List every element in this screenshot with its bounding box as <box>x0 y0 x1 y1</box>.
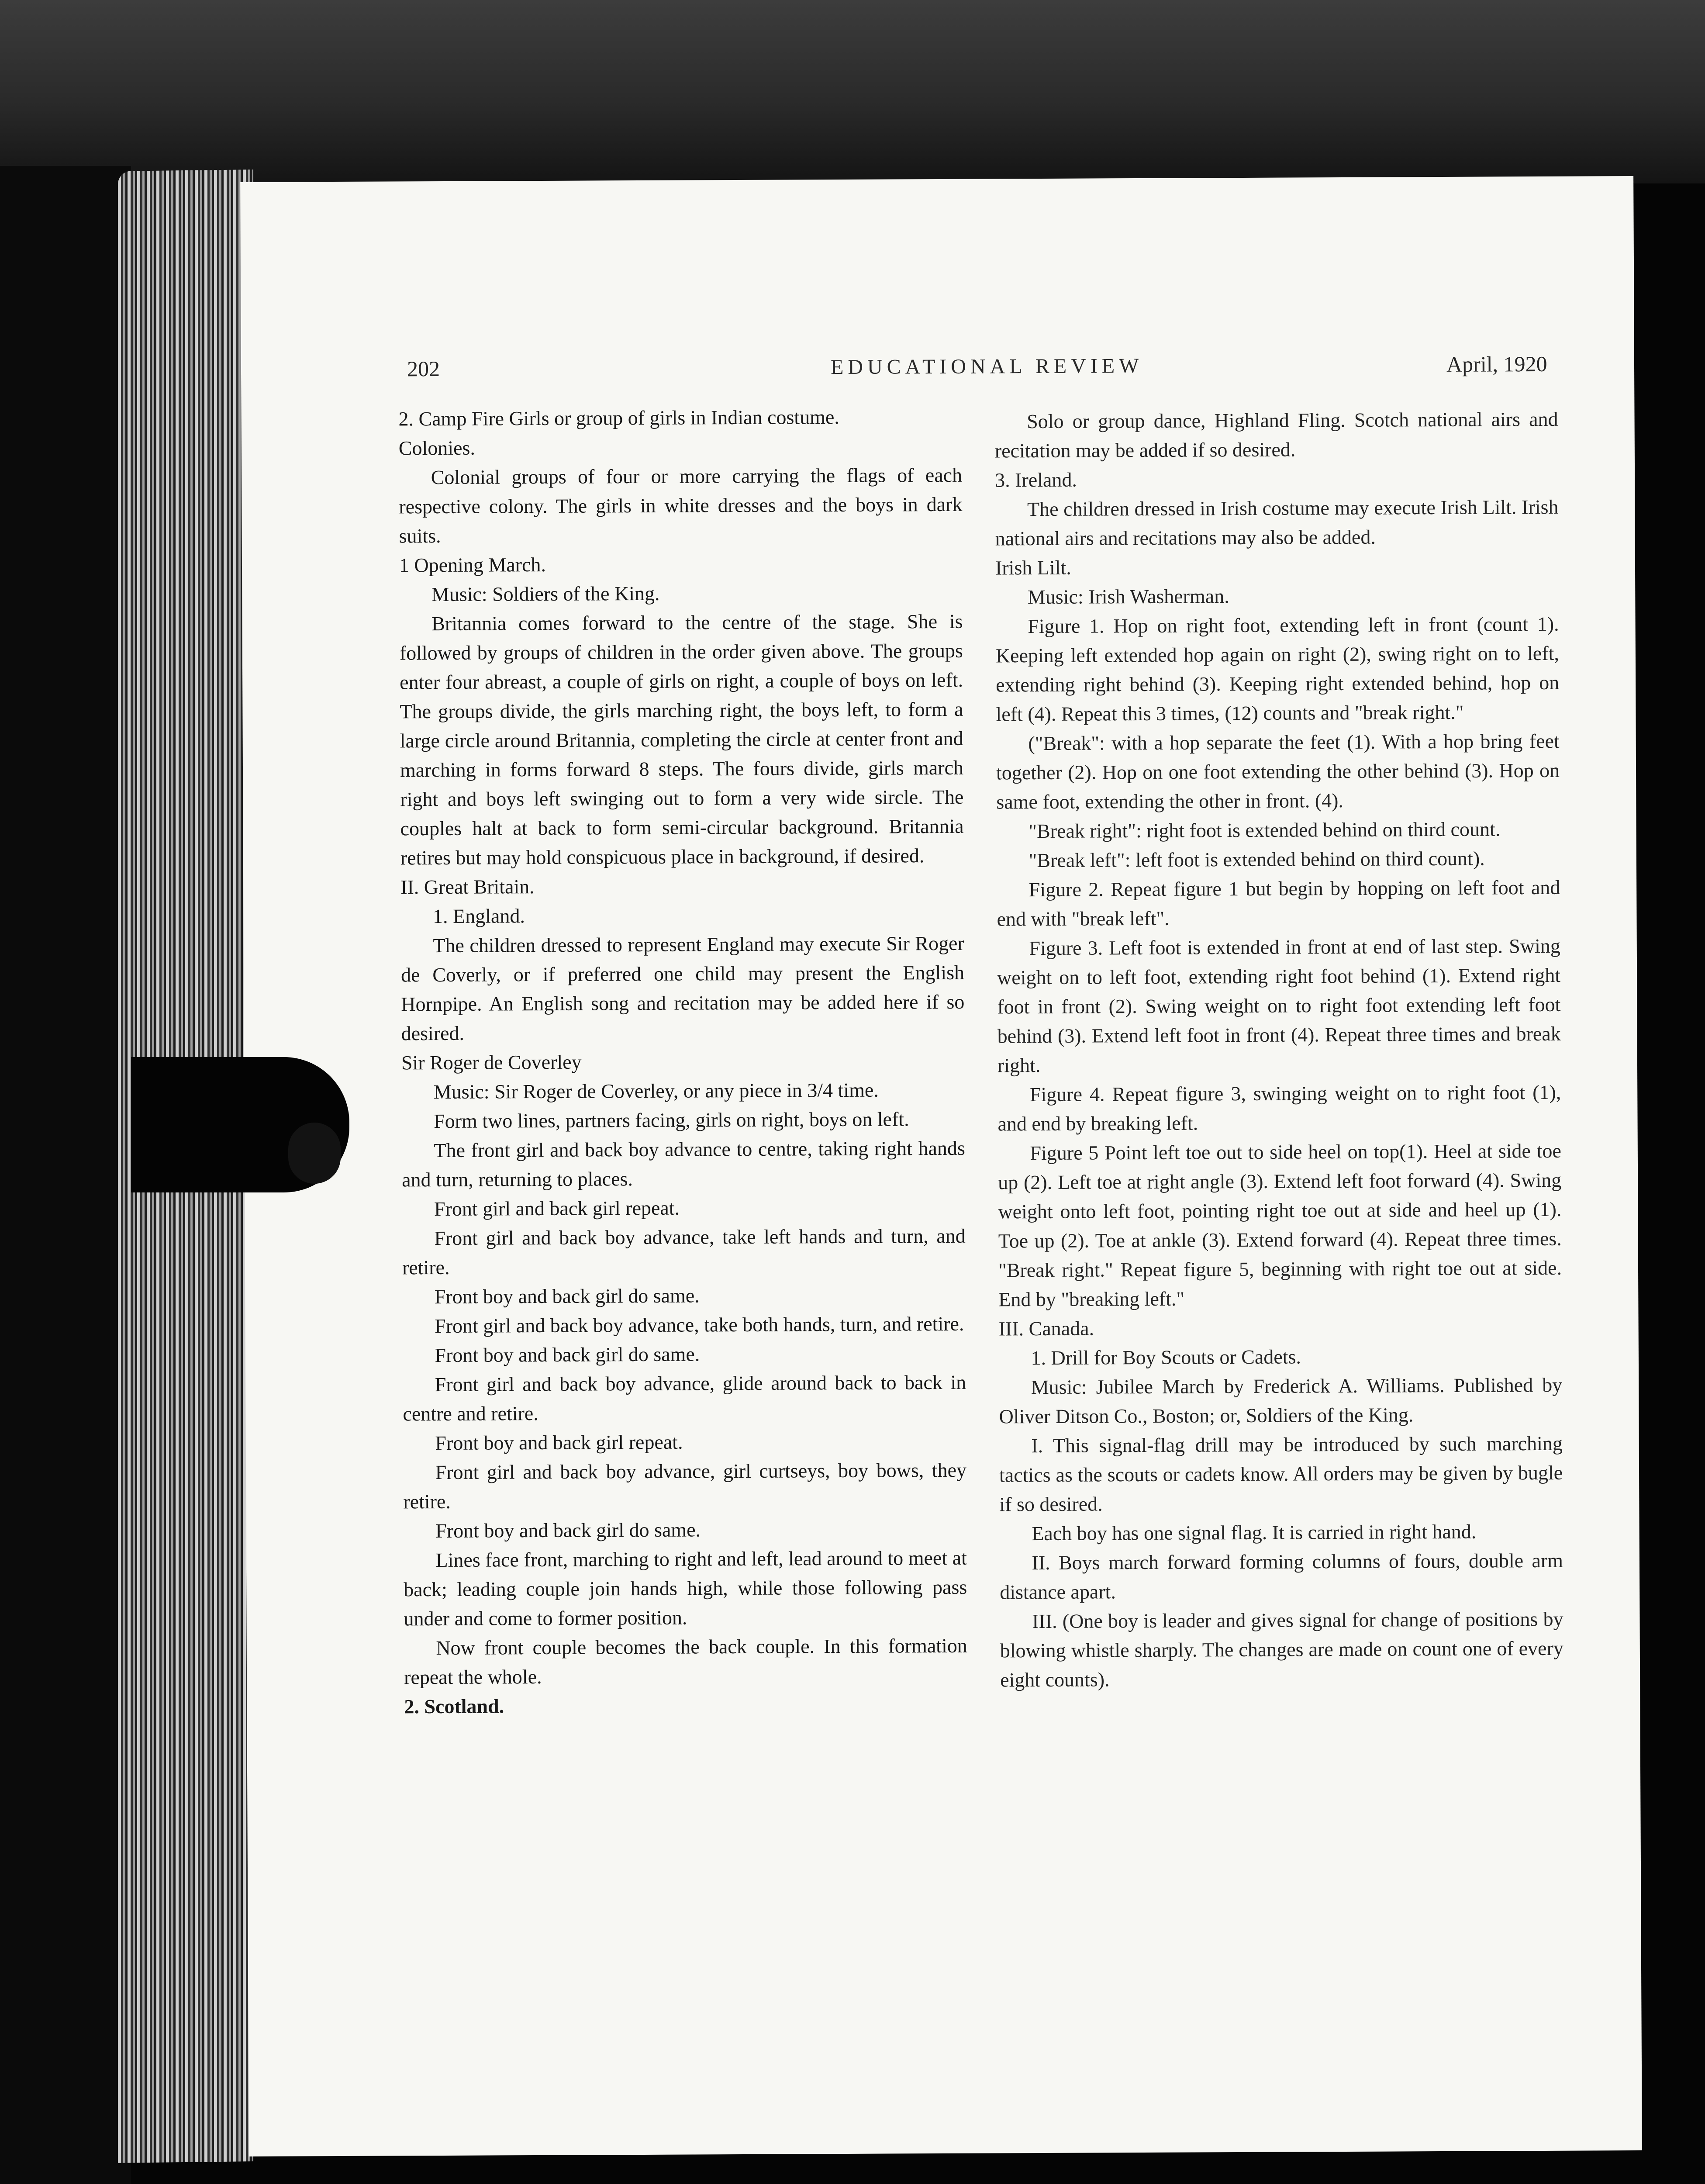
section-heading: Colonies. <box>398 436 475 460</box>
paragraph: Figure 5 Point left toe out to side heel on top(1). Heel at side toe up (2). Left toe at right angle (3). Extend left foot forward (4). Swing weight onto left foot, pointing right toe out at side and heel up (1). Toe up (2). Toe at ankle (3). Extend forward (4). Repeat three times. "Break right." Repeat figure 5, beginning with right toe out at side. End by "breaking left." <box>998 1139 1562 1311</box>
paragraph: The children dressed in Irish costume may execute Irish Lilt. Irish national airs and recitations may also be added. <box>995 495 1559 550</box>
music-line: Music: Jubilee March by Frederick A. Williams. Published by Oliver Ditson Co., Boston; or, Soldiers of the King. <box>999 1373 1563 1428</box>
right-column <box>994 404 1563 1695</box>
paragraph: Front boy and back girl do same. <box>435 1518 701 1542</box>
paragraph: II. Boys march forward forming columns of fours, double arm distance apart. <box>1000 1549 1563 1603</box>
paragraph: Britannia comes forward to the centre of the stage. She is followed by groups of children in the order given above. The groups enter four abreast, a couple of girls on right, a couple of boys on left. The groups divide, the girls marching right, the boys left, to form a large circle around Britannia, completing the circle at center front and marching in forms forward 8 steps. The fours divide, girls march right and boys left swinging out to form a very wide sircle. The couples halt at back to form semi-circular background. Britannia retires but may hold conspicuous place in background, if desired. <box>399 610 964 869</box>
paragraph: Front boy and back girl repeat. <box>435 1431 683 1455</box>
scanner-background-left <box>0 166 131 2184</box>
paragraph: I. This signal-flag drill may be introduced by such marching tactics as the scouts or cadets know. All orders may be given by bugle if so desired. <box>999 1432 1563 1516</box>
paragraph: Form two lines, partners facing, girls on right, boys on left. <box>434 1108 909 1133</box>
section-heading: Irish Lilt. <box>995 556 1071 579</box>
section-heading: III. Canada. <box>998 1317 1094 1340</box>
section-heading: II. Great Britain. <box>400 875 535 898</box>
paragraph: Now front couple becomes the back couple. In this formation repeat the whole. <box>404 1634 967 1689</box>
paragraph: Front girl and back boy advance, glide around back to back in centre and retire. <box>403 1371 966 1425</box>
left-column <box>398 402 967 1721</box>
section-heading: Sir Roger de Coverley <box>401 1051 582 1074</box>
paragraph: 2. Camp Fire Girls or group of girls in Indian costume. <box>398 406 839 430</box>
running-head-date: April, 1920 <box>1446 351 1547 377</box>
paragraph: Front boy and back girl do same. <box>435 1343 700 1367</box>
paragraph: Solo or group dance, Highland Fling. Scotch national airs and recitation may be added if so desired. <box>994 408 1558 462</box>
music-line: Music: Sir Roger de Coverley, or any piece in 3/4 time. <box>433 1078 879 1103</box>
paragraph: The children dressed to represent England may execute Sir Roger de Coverly, or if preferred one child may present the English Hornpipe. An English song and recitation may be added here if so desired. <box>400 932 965 1045</box>
paragraph: Each boy has one signal flag. It is carried in right hand. <box>1032 1520 1477 1545</box>
thumbnail-highlight <box>288 1123 341 1184</box>
paragraph: The front girl and back boy advance to centre, taking right hands and turn, returning to places. <box>402 1137 965 1191</box>
music-line: Music: Irish Washerman. <box>1027 585 1229 608</box>
paragraph: "Break left": left foot is extended behind on third count). <box>1029 847 1485 872</box>
paragraph: Colonial groups of four or more carrying the flags of each respective colony. The girls in white dresses and the boys in dark suits. <box>399 463 963 547</box>
running-head-journal: EDUCATIONAL REVIEW <box>830 354 1143 379</box>
paragraph: ("Break": with a hop separate the feet (1). With a hop bring feet together (2). Hop on one foot extending the other behind (3). Hop on same foot, extending the other in front. (4). <box>996 729 1560 813</box>
section-heading: 2. Scotland. <box>404 1695 504 1718</box>
subsection-heading: 1. England. <box>432 905 525 928</box>
section-heading: 1 Opening March. <box>399 553 546 577</box>
paragraph: Figure 1. Hop on right foot, extending left in front (count 1). Keeping left extended hop again on right (2), swing right on to left, extending right behind (3). Keeping right extended behind, hop on left (4). Repeat this 3 times, (12) counts and "break right." <box>995 612 1560 726</box>
paragraph: III. (One boy is leader and gives signal for change of positions by blowing whistle sharply. The changes are made on count one of every eight counts). <box>1000 1607 1563 1691</box>
paragraph: Front girl and back boy advance, take left hands and turn, and retire. <box>402 1224 966 1279</box>
paragraph: Figure 2. Repeat figure 1 but begin by hopping on left foot and end with "break left". <box>997 876 1560 930</box>
page-number: 202 <box>407 356 440 381</box>
subsection-heading: 1. Drill for Boy Scouts or Cadets. <box>1031 1345 1301 1369</box>
book-page <box>240 176 1642 2156</box>
paragraph: Figure 3. Left foot is extended in front at end of last step. Swing weight on to left foot, extending right foot behind (1). Extend right foot in front (2). Swing weight on to right foot extending left foot behind (3). Extend left foot in front (4). Repeat three times and break right. <box>997 934 1561 1077</box>
paragraph: Front girl and back girl repeat. <box>434 1196 680 1220</box>
paragraph: "Break right": right foot is extended behind on third count. <box>1029 818 1501 843</box>
paragraph: Lines face front, marching to right and left, lead around to meet at back; leading couple join hands high, while those following pass under and come to former position. <box>404 1546 967 1630</box>
section-heading: 3. Ireland. <box>995 468 1077 491</box>
paragraph: Front boy and back girl do same. <box>434 1284 700 1308</box>
scanner-background-top <box>0 0 1705 183</box>
music-line: Music: Soldiers of the King. <box>431 582 660 606</box>
paragraph: Front girl and back boy advance, girl curtseys, boy bows, they retire. <box>403 1458 967 1513</box>
paragraph: Front girl and back boy advance, take both hands, turn, and retire. <box>435 1312 964 1337</box>
paragraph: Figure 4. Repeat figure 3, swinging weight on to right foot (1), and end by breaking left. <box>997 1081 1561 1135</box>
